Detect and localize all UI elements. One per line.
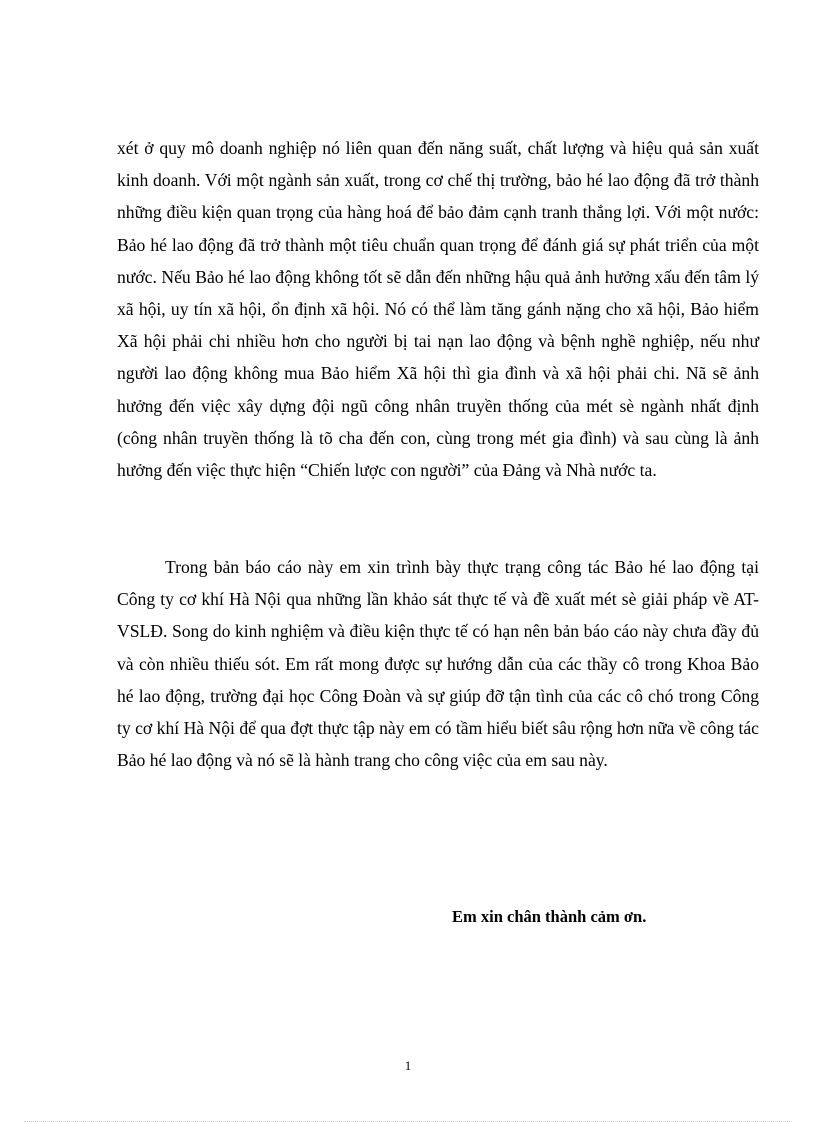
footer-divider: [24, 1121, 792, 1122]
page-number: 1: [404, 1058, 412, 1073]
closing-line: Em xin chân thành cảm ơn.: [452, 907, 647, 926]
body-paragraph-1: xét ở quy mô doanh nghiệp nó liên quan đến năng suất, chất lượng và hiệu quả sản xuất kinh doanh. Với một ngành sản xuất, trong cơ chế thị trường, bảo hé lao động đã trở thành những điều kiện quan trọng của hàng hoá để bảo đảm cạnh tranh thắng lợi. Với một nước: Bảo hé lao động đã trở thành một tiêu chuẩn quan trọng để đánh giá sự phát triển của một nước. Nếu Bảo hé lao động không tốt sẽ dẫn đến những hậu quả ảnh hưởng xấu đến tâm lý xã hội, uy tín xã hội, ổn định xã hội. Nó có thể làm tăng gánh nặng cho xã hội, Bảo hiểm Xã hội phải chi nhiều hơn cho người bị tai nạn lao động và bệnh nghề nghiệp, nếu như người lao động không mua Bảo hiểm Xã hội thì gia đình và xã hội phải chi. Nã sẽ ảnh hưởng đến việc xây dựng đội ngũ công nhân truyền thống của mét sè ngành nhất định (công nhân truyền thống là tõ cha đến con, cùng trong mét gia đình) và sau cùng là ảnh hưởng đến việc thực hiện “Chiến lược con người” của Đảng và Nhà nước ta.: [117, 138, 759, 481]
body-paragraph-2: Trong bản báo cáo này em xin trình bày thực trạng công tác Bảo hé lao động tại Công ty cơ khí Hà Nội qua những lần khảo sát thực tế và đề xuất mét sè giải pháp về AT-VSLĐ. Song do kinh nghiệm và điều kiện thực tế có hạn nên bản báo cáo này chưa đầy đủ và còn nhiều thiếu sót. Em rất mong được sự hướng dẫn của các thầy cô trong Khoa Bảo hé lao động, trường đại học Công Đoàn và sự giúp đỡ tận tình của các cô chó trong Công ty cơ khí Hà Nội để qua đợt thực tập này em có tầm hiểu biết sâu rộng hơn nữa về công tác Bảo hé lao động và nó sẽ là hành trang cho công việc của em sau này.: [117, 557, 759, 771]
